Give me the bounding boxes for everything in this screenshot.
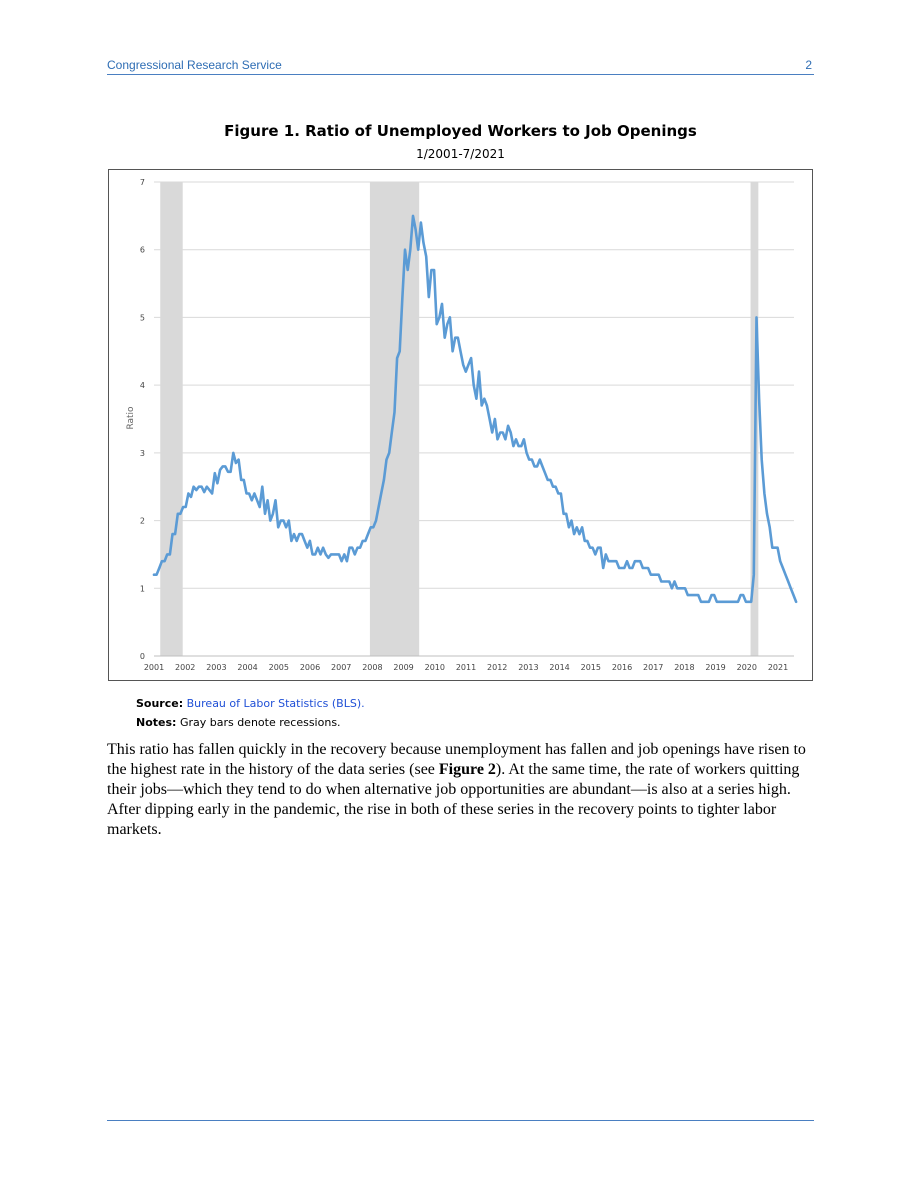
source-label: Source: xyxy=(136,697,184,710)
header-org: Congressional Research Service xyxy=(107,58,282,72)
ratio-series-line xyxy=(154,216,796,602)
y-tick-label: 0 xyxy=(139,652,145,661)
figure-title: Figure 1. Ratio of Unemployed Workers to Job Openings xyxy=(224,122,697,140)
paragraph-part2: ). At the same time, the rate of workers quitting their jobs—which they tend to do when alternative job opportunities are abundant—is also at a series high. After dipping early in the pandemic, the rise in both of these series in the recovery points to tighter labor markets. xyxy=(107,761,800,838)
x-tick-label: 2006 xyxy=(299,663,321,672)
x-tick-label: 2004 xyxy=(237,663,258,672)
line-chart xyxy=(109,170,812,680)
x-tick-label: 2020 xyxy=(736,663,757,672)
x-tick-label: 2001 xyxy=(143,663,165,672)
paragraph-part1: This ratio has fallen quickly in the recovery because unemployment has fallen and job openings have risen to the highest rate in the history of the data series (see xyxy=(107,741,806,778)
y-tick-label: 3 xyxy=(139,448,145,458)
recession-bar xyxy=(160,182,182,656)
x-tick-label: 2003 xyxy=(206,663,227,672)
y-tick-label: 6 xyxy=(139,245,145,255)
recession-bars xyxy=(160,182,758,656)
notes-label: Notes: xyxy=(136,716,177,729)
footer-rule xyxy=(107,1120,814,1121)
y-axis-label: Ratio xyxy=(126,406,136,430)
x-tick-label: 2012 xyxy=(487,663,508,672)
x-tick-label: 2019 xyxy=(705,663,726,672)
y-tick-label: 2 xyxy=(139,516,145,526)
x-tick-label: 2009 xyxy=(393,663,414,672)
source-link[interactable]: Bureau of Labor Statistics (BLS). xyxy=(186,697,365,710)
x-tick-label: 2010 xyxy=(424,663,445,672)
source-note xyxy=(136,697,365,710)
header-page-number: 2 xyxy=(805,58,812,72)
chart-frame xyxy=(108,169,813,681)
y-tick-label: 5 xyxy=(139,313,145,323)
x-tick-label: 2007 xyxy=(331,663,352,672)
x-tick-label: 2002 xyxy=(175,663,196,672)
x-tick-label: 2013 xyxy=(518,663,539,672)
x-tick-label: 2016 xyxy=(611,663,633,672)
x-tick-label: 2017 xyxy=(643,663,664,672)
x-tick-label: 2008 xyxy=(362,663,383,672)
y-tick-label: 7 xyxy=(139,178,145,187)
body-paragraph xyxy=(107,740,817,840)
notes-line xyxy=(136,716,341,729)
y-tick-label: 4 xyxy=(139,381,145,391)
x-tick-label: 2011 xyxy=(455,663,477,672)
x-tick-label: 2015 xyxy=(580,663,601,672)
gridlines xyxy=(154,182,794,656)
x-tick-label: 2014 xyxy=(549,663,570,672)
figure-2-reference: Figure 2 xyxy=(438,761,496,778)
x-tick-label: 2018 xyxy=(674,663,695,672)
x-tick-labels xyxy=(144,663,788,672)
notes-text: Gray bars denote recessions. xyxy=(179,716,341,729)
page-header xyxy=(107,58,814,75)
y-tick-labels xyxy=(140,178,145,661)
y-tick-label: 1 xyxy=(139,584,145,594)
x-tick-label: 2005 xyxy=(268,663,289,672)
x-tick-label: 2021 xyxy=(767,663,789,672)
figure-subtitle: 1/2001-7/2021 xyxy=(416,147,505,161)
